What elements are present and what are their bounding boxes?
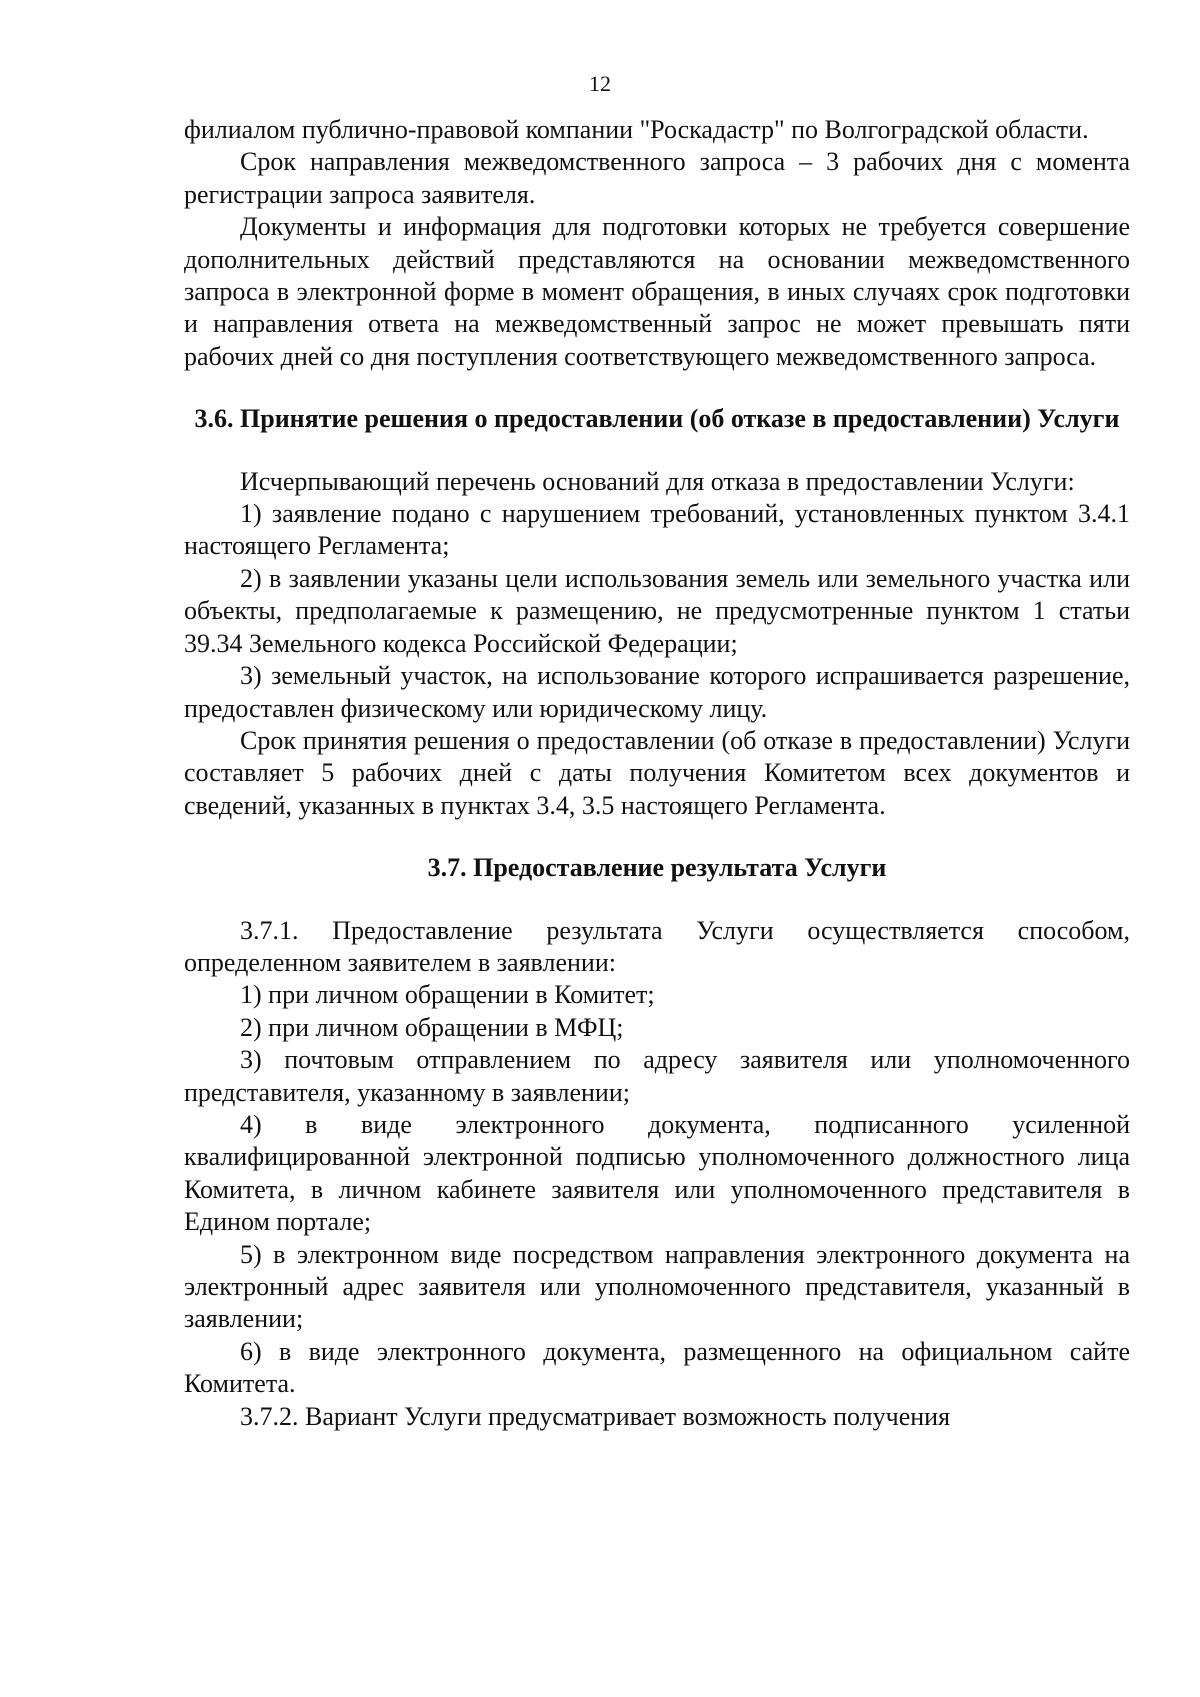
list-item-refusal-3: 3) земельный участок, на использование которого испрашивается разрешение, предоставлен физическому или юридическому лицу.	[184, 661, 1130, 723]
page-number: 12	[589, 71, 611, 96]
list-item-result-3: 3) почтовым отправлением по адресу заявителя или уполномоченного представителя, указанному в заявлении;	[184, 1045, 1130, 1107]
paragraph-continuation: филиалом публично-правовой компании "Роскадастр" по Волгоградской области.	[184, 115, 1089, 144]
spacer	[184, 373, 1130, 403]
document-body	[184, 114, 1130, 1433]
paragraph-3-7-1: 3.7.1. Предоставление результата Услуги осуществляется способом, определенном заявителем в заявлении:	[184, 915, 1130, 977]
paragraph-documents-info: Документы и информация для подготовки которых не требуется совершение дополнительных действий представляются на основании межведомственного запроса в электронной форме в момент обращения, в иных случаях срок подготовки и направления ответа на межведомственный запрос не может превышать пяти рабочих дней со дня поступления соответствующего межведомственного запроса.	[184, 212, 1130, 371]
list-item-result-2: 2) при личном обращении в МФЦ;	[240, 1012, 624, 1042]
spacer	[184, 822, 1130, 852]
section-heading-3-7: 3.7. Предоставление результата Услуги	[427, 853, 887, 883]
spacer	[184, 436, 1130, 466]
list-item-result-6: 6) в виде электронного документа, размещенного на официальном сайте Комитета.	[184, 1336, 1130, 1399]
list-item-result-1: 1) при личном обращении в Комитет;	[240, 980, 655, 1010]
list-item-refusal-2: 2) в заявлении указаны цели использования земель или земельного участка или объекты, предполагаемые к размещению, не предусмотренные пунктом 1 статьи 39.34 Земельного кодекса Российской Федерации;	[184, 563, 1130, 658]
paragraph-3-7-2: 3.7.2. Вариант Услуги предусматривает возможность получения	[240, 1401, 951, 1431]
spacer	[184, 885, 1130, 915]
paragraph-request-deadline: Срок направления межведомственного запроса – 3 рабочих дня с момента регистрации запроса заявителя.	[184, 147, 1130, 209]
paragraph-refusal-grounds: Исчерпывающий перечень оснований для отказа в предоставлении Услуги:	[240, 466, 1075, 496]
list-item-result-4: 4) в виде электронного документа, подписанного усиленной квалифицированной электронной подписью уполномоченного должностного лица Комитета, в личном кабинете заявителя или уполномоченного представителя в Едином портале;	[184, 1109, 1130, 1237]
list-item-result-5: 5) в электронном виде посредством направления электронного документа на электронный адрес заявителя или уполномоченного представителя, указанный в заявлении;	[184, 1239, 1130, 1334]
paragraph-decision-deadline: Срок принятия решения о предоставлении (об отказе в предоставлении) Услуги составляет 5 рабочих дней с даты получения Комитетом всех документов и сведений, указанных в пунктах 3.4, 3.5 настоящего Регламента.	[184, 725, 1130, 820]
section-heading-3-6: 3.6. Принятие решения о предоставлении (об отказе в предоставлении) Услуги	[194, 404, 1120, 434]
list-item-refusal-1: 1) заявление подано с нарушением требований, установленных пунктом 3.4.1 настоящего Регламента;	[184, 499, 1130, 561]
